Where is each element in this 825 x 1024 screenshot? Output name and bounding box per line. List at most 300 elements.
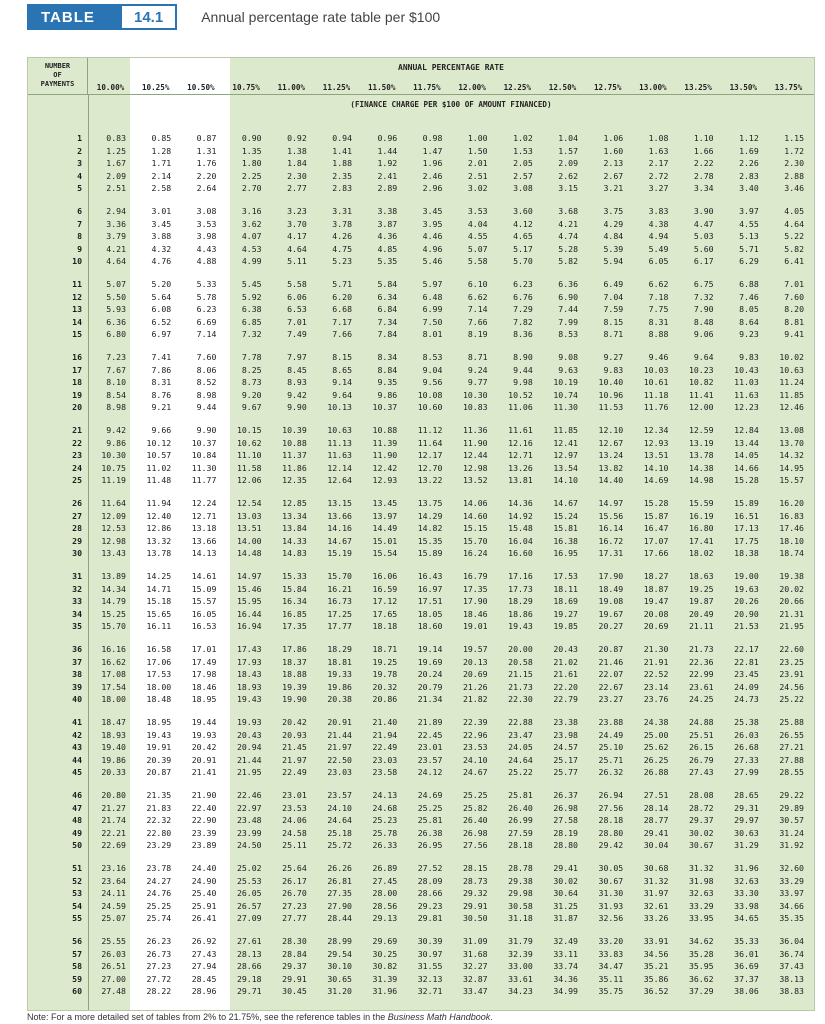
finance-charge-cell: 8.81	[784, 316, 804, 327]
finance-charge-cell: 29.37	[688, 815, 714, 826]
finance-charge-cell: 20.69	[643, 621, 669, 632]
finance-charge-cell: 18.46	[462, 608, 488, 619]
finance-charge-cell: 34.23	[508, 986, 533, 997]
finance-charge-cell: 26.23	[146, 936, 172, 946]
finance-charge-cell: 16.94	[236, 621, 262, 632]
table-row	[28, 462, 814, 474]
finance-charge-cell: 16.51	[734, 510, 759, 521]
finance-charge-cell: 14.34	[101, 583, 126, 594]
finance-charge-cell: 11.30	[191, 462, 217, 473]
finance-charge-cell: 1.15	[784, 133, 804, 143]
finance-charge-cell: 22.99	[688, 669, 714, 680]
finance-charge-cell: 35.95	[688, 961, 714, 972]
finance-charge-cell: 7.75	[648, 304, 669, 315]
finance-charge-cell: 5.94	[603, 256, 624, 267]
finance-charge-cell: 10.23	[688, 364, 714, 375]
finance-charge-cell: 19.47	[643, 596, 669, 607]
finance-charge-cell: 1.28	[151, 145, 172, 156]
finance-charge-cell: 34.47	[598, 961, 624, 972]
finance-charge-cell: 29.22	[779, 790, 804, 800]
table-row	[28, 985, 814, 997]
finance-charge-cell: 12.84	[734, 425, 759, 435]
finance-charge-cell: 34.66	[779, 900, 804, 911]
finance-charge-cell: 23.01	[417, 742, 443, 753]
finance-charge-cell: 32.27	[462, 961, 488, 972]
finance-charge-cell: 10.96	[598, 389, 624, 400]
finance-charge-cell: 3.38	[377, 206, 398, 216]
payment-count-cell: 60	[72, 986, 82, 997]
finance-charge-cell: 8.19	[467, 329, 488, 340]
finance-charge-cell: 10.84	[191, 450, 217, 461]
finance-charge-cell: 15.24	[553, 510, 578, 521]
finance-charge-cell: 21.02	[553, 656, 578, 667]
finance-charge-cell: 6.85	[241, 316, 262, 327]
finance-charge-cell: 7.67	[106, 364, 126, 375]
finance-charge-cell: 10.63	[327, 425, 352, 435]
finance-charge-cell: 25.53	[236, 875, 262, 886]
finance-charge-cell: 15.59	[688, 498, 714, 508]
finance-charge-cell: 34.99	[553, 986, 578, 997]
finance-charge-cell: 11.10	[236, 450, 262, 461]
finance-charge-cell: 5.23	[332, 256, 352, 267]
finance-charge-cell: 24.25	[688, 694, 714, 705]
finance-charge-cell: 4.36	[377, 231, 398, 242]
finance-charge-cell: 8.54	[106, 389, 126, 400]
finance-charge-cell: 6.29	[739, 256, 759, 267]
finance-charge-cell: 26.95	[417, 840, 443, 851]
table-row	[28, 716, 814, 728]
finance-charge-cell: 23.25	[779, 656, 804, 667]
finance-charge-cell: 21.90	[191, 790, 217, 800]
finance-charge-cell: 15.48	[508, 523, 533, 534]
finance-charge-cell: 2.51	[467, 170, 488, 181]
finance-charge-cell: 3.08	[513, 183, 533, 194]
finance-charge-cell: 20.39	[146, 754, 172, 765]
finance-charge-cell: 12.85	[282, 498, 307, 508]
finance-charge-cell: 7.14	[196, 329, 217, 340]
finance-charge-cell: 12.71	[508, 450, 533, 461]
finance-charge-cell: 2.51	[106, 183, 126, 194]
finance-charge-cell: 26.98	[553, 802, 578, 813]
finance-charge-cell: 9.44	[196, 402, 217, 413]
finance-charge-cell: 26.40	[508, 802, 533, 813]
finance-charge-cell: 30.67	[688, 840, 714, 851]
finance-charge-cell: 1.96	[422, 158, 443, 169]
finance-charge-cell: 24.10	[462, 754, 488, 765]
finance-charge-cell: 5.58	[467, 256, 488, 267]
finance-charge-cell: 2.17	[648, 158, 669, 169]
finance-charge-cell: 34.56	[643, 948, 669, 959]
payment-count-cell: 22	[72, 437, 82, 448]
finance-charge-cell: 33.83	[598, 948, 624, 959]
finance-charge-cell: 10.61	[643, 377, 669, 388]
finance-charge-cell: 6.84	[377, 304, 398, 315]
finance-charge-cell: 7.86	[151, 364, 172, 375]
finance-charge-cell: 5.71	[332, 279, 352, 289]
finance-charge-cell: 21.83	[146, 802, 172, 813]
finance-charge-cell: 30.45	[282, 986, 307, 997]
finance-charge-cell: 28.66	[236, 961, 262, 972]
finance-charge-cell: 5.71	[739, 243, 759, 254]
finance-charge-cell: 16.24	[462, 548, 488, 559]
finance-charge-cell: 12.67	[598, 437, 624, 448]
finance-charge-cell: 28.18	[508, 840, 533, 851]
finance-charge-cell: 31.93	[598, 900, 624, 911]
finance-charge-cell: 17.90	[462, 596, 488, 607]
finance-charge-cell: 14.10	[553, 475, 578, 486]
apr-table	[27, 57, 815, 1011]
finance-charge-cell: 3.46	[784, 183, 804, 194]
rate-header: 11.50%	[367, 83, 396, 92]
finance-charge-cell: 23.57	[417, 754, 443, 765]
finance-charge-cell: 14.82	[417, 523, 443, 534]
table-row	[28, 570, 814, 582]
finance-charge-cell: 5.20	[151, 279, 172, 289]
finance-charge-cell: 5.93	[106, 304, 126, 315]
finance-charge-cell: 15.54	[372, 548, 398, 559]
finance-charge-cell: 23.78	[146, 863, 172, 873]
finance-charge-cell: 16.62	[101, 656, 126, 667]
finance-charge-cell: 21.46	[598, 656, 624, 667]
finance-charge-cell: 30.63	[734, 827, 759, 838]
payment-count-cell: 46	[72, 790, 82, 800]
finance-charge-cell: 23.47	[508, 729, 533, 740]
finance-charge-cell: 23.03	[327, 767, 352, 778]
payment-count-cell: 41	[72, 717, 82, 727]
finance-charge-cell: 30.68	[643, 863, 669, 873]
finance-charge-cell: 4.75	[332, 243, 352, 254]
finance-charge-cell: 16.47	[643, 523, 669, 534]
finance-charge-cell: 8.71	[603, 329, 624, 340]
finance-charge-cell: 12.98	[462, 462, 488, 473]
finance-charge-cell: 9.64	[332, 389, 352, 400]
finance-charge-cell: 10.08	[417, 389, 443, 400]
finance-charge-cell: 6.68	[332, 304, 352, 315]
finance-charge-cell: 9.42	[106, 425, 126, 435]
finance-charge-cell: 11.02	[146, 462, 172, 473]
finance-charge-cell: 4.96	[422, 243, 443, 254]
finance-charge-cell: 15.56	[598, 510, 624, 521]
finance-charge-cell: 5.45	[241, 279, 262, 289]
finance-charge-cell: 18.05	[417, 608, 443, 619]
finance-charge-cell: 34.36	[553, 973, 578, 984]
finance-charge-cell: 10.39	[282, 425, 307, 435]
finance-charge-cell: 1.50	[467, 145, 488, 156]
finance-charge-cell: 21.31	[779, 608, 804, 619]
finance-charge-cell: 17.90	[598, 571, 624, 581]
finance-charge-cell: 12.14	[327, 462, 352, 473]
finance-charge-cell: 24.38	[643, 717, 669, 727]
finance-charge-cell: 6.34	[377, 291, 398, 302]
finance-charge-cell: 20.87	[146, 767, 172, 778]
finance-charge-cell: 1.66	[693, 145, 714, 156]
finance-charge-cell: 13.51	[236, 523, 262, 534]
payment-count-cell: 38	[72, 669, 82, 680]
finance-charge-cell: 13.54	[553, 462, 578, 473]
table-row	[28, 620, 814, 632]
finance-charge-cell: 30.02	[553, 875, 578, 886]
finance-charge-cell: 4.21	[558, 218, 578, 229]
payment-count-cell: 13	[72, 304, 82, 315]
finance-charge-cell: 2.13	[603, 158, 624, 169]
table-row	[28, 766, 814, 778]
finance-charge-cell: 14.79	[101, 596, 126, 607]
finance-charge-cell: 16.38	[553, 535, 578, 546]
finance-charge-cell: 28.45	[191, 973, 217, 984]
finance-charge-cell: 8.20	[784, 304, 804, 315]
finance-charge-cell: 13.89	[101, 571, 126, 581]
finance-charge-cell: 6.90	[558, 291, 578, 302]
finance-charge-cell: 22.21	[101, 827, 126, 838]
finance-charge-cell: 18.02	[688, 548, 714, 559]
finance-charge-cell: 7.84	[377, 329, 398, 340]
finance-charge-cell: 16.97	[417, 583, 443, 594]
finance-charge-cell: 9.90	[196, 425, 217, 435]
finance-charge-cell: 20.58	[508, 656, 533, 667]
finance-charge-cell: 17.01	[191, 644, 217, 654]
finance-charge-cell: 16.21	[327, 583, 352, 594]
table-row	[28, 973, 814, 985]
finance-charge-cell: 7.59	[603, 304, 624, 315]
finance-charge-cell: 10.02	[779, 352, 804, 362]
finance-charge-cell: 4.17	[287, 231, 307, 242]
finance-charge-cell: 9.04	[422, 364, 443, 375]
finance-charge-cell: 15.46	[236, 583, 262, 594]
finance-charge-cell: 30.39	[417, 936, 443, 946]
finance-charge-cell: 4.64	[287, 243, 307, 254]
finance-charge-cell: 20.66	[779, 596, 804, 607]
finance-charge-cell: 21.11	[688, 621, 714, 632]
finance-charge-cell: 3.21	[603, 183, 624, 194]
finance-charge-cell: 14.00	[236, 535, 262, 546]
payment-count-cell: 9	[77, 243, 82, 254]
finance-charge-cell: 15.09	[191, 583, 217, 594]
finance-charge-cell: 18.10	[779, 535, 804, 546]
finance-charge-cell: 6.20	[332, 291, 352, 302]
finance-charge-cell: 6.10	[467, 279, 488, 289]
finance-charge-cell: 1.41	[332, 145, 352, 156]
finance-charge-cell: 9.66	[151, 425, 172, 435]
finance-charge-cell: 8.31	[648, 316, 669, 327]
finance-charge-cell: 17.13	[734, 523, 759, 534]
finance-charge-cell: 36.52	[643, 986, 669, 997]
finance-charge-cell: 31.97	[643, 888, 669, 899]
table-row	[28, 583, 814, 595]
finance-charge-cell: 6.49	[603, 279, 624, 289]
finance-charge-cell: 19.14	[417, 644, 443, 654]
finance-charge-cell: 18.93	[236, 681, 262, 692]
finance-charge-cell: 26.70	[282, 888, 307, 899]
finance-charge-cell: 9.20	[241, 389, 262, 400]
finance-charge-cell: 23.48	[236, 815, 262, 826]
finance-charge-cell: 8.84	[377, 364, 398, 375]
finance-charge-cell: 31.32	[643, 875, 669, 886]
finance-charge-cell: 22.49	[282, 767, 307, 778]
finance-charge-cell: 13.24	[598, 450, 624, 461]
table-row	[28, 547, 814, 559]
finance-charge-cell: 22.90	[191, 815, 217, 826]
finance-charge-cell: 28.80	[553, 840, 578, 851]
finance-charge-cell: 14.49	[372, 523, 398, 534]
finance-charge-cell: 15.57	[779, 475, 804, 486]
finance-charge-cell: 1.60	[603, 145, 624, 156]
finance-charge-cell: 3.15	[558, 183, 578, 194]
table-row	[28, 643, 814, 655]
finance-charge-cell: 4.04	[467, 218, 488, 229]
table-row	[28, 802, 814, 814]
finance-charge-cell: 13.97	[372, 510, 398, 521]
finance-charge-cell: 20.79	[417, 681, 443, 692]
finance-charge-cell: 4.64	[784, 218, 804, 229]
finance-charge-cell: 0.90	[241, 133, 262, 143]
finance-charge-cell: 28.73	[462, 875, 488, 886]
finance-charge-cell: 21.15	[508, 669, 533, 680]
finance-charge-cell: 6.06	[287, 291, 307, 302]
finance-charge-cell: 24.50	[236, 840, 262, 851]
finance-charge-cell: 17.98	[191, 669, 217, 680]
finance-charge-cell: 16.06	[372, 571, 398, 581]
finance-charge-cell: 7.99	[558, 316, 578, 327]
finance-charge-cell: 19.43	[236, 694, 262, 705]
finance-charge-cell: 13.81	[508, 475, 533, 486]
finance-charge-cell: 4.76	[151, 256, 172, 267]
finance-charge-cell: 27.43	[191, 948, 217, 959]
finance-charge-cell: 21.82	[462, 694, 488, 705]
finance-charge-cell: 3.60	[513, 206, 533, 216]
table-row	[28, 912, 814, 924]
finance-charge-cell: 13.08	[779, 425, 804, 435]
finance-charge-cell: 35.21	[643, 961, 669, 972]
finance-charge-cell: 19.69	[417, 656, 443, 667]
finance-charge-cell: 31.68	[462, 948, 488, 959]
finance-charge-cell: 5.49	[648, 243, 669, 254]
finance-charge-cell: 15.89	[417, 548, 443, 559]
finance-charge-cell: 9.77	[467, 377, 488, 388]
finance-charge-cell: 25.02	[236, 863, 262, 873]
finance-charge-cell: 12.42	[372, 462, 398, 473]
finance-charge-cell: 15.25	[101, 608, 126, 619]
finance-charge-cell: 16.11	[146, 621, 172, 632]
finance-charge-cell: 16.83	[779, 510, 804, 521]
finance-charge-cell: 7.97	[287, 352, 307, 362]
table-row	[28, 364, 814, 376]
finance-charge-cell: 7.90	[693, 304, 714, 315]
finance-charge-cell: 8.71	[467, 352, 488, 362]
finance-charge-cell: 2.01	[467, 158, 488, 169]
finance-charge-cell: 27.77	[282, 913, 307, 924]
finance-charge-cell: 26.98	[462, 827, 488, 838]
finance-charge-cell: 12.54	[236, 498, 262, 508]
finance-charge-cell: 5.82	[558, 256, 578, 267]
finance-charge-cell: 10.82	[688, 377, 714, 388]
finance-charge-cell: 6.05	[648, 256, 669, 267]
finance-charge-cell: 23.38	[553, 717, 578, 727]
finance-charge-cell: 6.62	[467, 291, 488, 302]
finance-charge-cell: 17.77	[327, 621, 352, 632]
finance-charge-cell: 14.40	[598, 475, 624, 486]
finance-charge-cell: 2.30	[784, 158, 804, 169]
finance-charge-cell: 3.02	[467, 183, 488, 194]
finance-charge-cell: 29.32	[462, 888, 488, 899]
rate-header: 10.00%	[96, 83, 125, 92]
finance-charge-cell: 2.83	[332, 183, 352, 194]
finance-charge-cell: 29.42	[598, 840, 624, 851]
finance-charge-cell: 22.40	[191, 802, 217, 813]
payment-count-cell: 27	[72, 510, 82, 521]
finance-charge-cell: 20.02	[779, 583, 804, 594]
table-row	[28, 291, 814, 303]
finance-charge-cell: 14.61	[191, 571, 217, 581]
finance-charge-cell: 10.83	[462, 402, 488, 413]
finance-charge-cell: 9.08	[558, 352, 578, 362]
finance-charge-cell: 9.35	[377, 377, 398, 388]
table-row	[28, 157, 814, 169]
finance-charge-cell: 24.11	[101, 888, 126, 899]
finance-charge-cell: 13.52	[462, 475, 488, 486]
finance-charge-cell: 19.43	[508, 621, 533, 632]
finance-charge-cell: 26.73	[146, 948, 172, 959]
finance-charge-cell: 14.97	[598, 498, 624, 508]
finance-charge-cell: 17.66	[643, 548, 669, 559]
finance-charge-cell: 28.99	[327, 936, 352, 946]
finance-charge-cell: 27.35	[327, 888, 352, 899]
finance-charge-cell: 29.41	[553, 863, 578, 873]
finance-charge-cell: 25.72	[327, 840, 352, 851]
finance-charge-cell: 9.98	[513, 377, 533, 388]
finance-charge-cell: 8.25	[241, 364, 262, 375]
finance-charge-cell: 17.65	[372, 608, 398, 619]
finance-charge-cell: 25.40	[191, 888, 217, 899]
rate-header: 10.75%	[232, 83, 260, 92]
finance-charge-cell: 6.97	[151, 329, 172, 340]
finance-charge-cell: 24.90	[191, 875, 217, 886]
finance-charge-cell: 22.88	[508, 717, 533, 727]
finance-charge-cell: 1.12	[739, 133, 759, 143]
table-row	[28, 205, 814, 217]
finance-charge-cell: 16.43	[417, 571, 443, 581]
finance-charge-cell: 18.43	[236, 669, 262, 680]
finance-charge-cell: 5.82	[784, 243, 804, 254]
finance-charge-cell: 35.35	[779, 913, 804, 924]
finance-charge-cell: 11.24	[779, 377, 804, 388]
finance-charge-cell: 13.34	[282, 510, 307, 521]
finance-charge-cell: 9.14	[332, 377, 352, 388]
finance-charge-cell: 7.41	[151, 352, 172, 362]
finance-charge-cell: 1.06	[603, 133, 624, 143]
finance-charge-cell: 28.80	[598, 827, 624, 838]
finance-charge-cell: 25.64	[282, 863, 307, 873]
finance-charge-cell: 10.15	[236, 425, 262, 435]
finance-charge-cell: 14.29	[417, 510, 443, 521]
finance-charge-cell: 24.57	[553, 742, 578, 753]
finance-charge-cell: 33.11	[553, 948, 578, 959]
finance-charge-cell: 9.90	[287, 402, 307, 413]
finance-charge-cell: 23.01	[282, 790, 307, 800]
finance-charge-cell: 20.27	[598, 621, 624, 632]
finance-charge-cell: 25.17	[553, 754, 578, 765]
finance-charge-cell: 2.05	[513, 158, 533, 169]
finance-charge-cell: 30.67	[598, 875, 624, 886]
finance-charge-cell: 33.26	[643, 913, 669, 924]
finance-charge-cell: 33.98	[734, 900, 759, 911]
finance-charge-cell: 18.29	[327, 644, 352, 654]
finance-charge-cell: 15.35	[417, 535, 443, 546]
table-row	[28, 608, 814, 620]
finance-charge-cell: 9.46	[648, 352, 669, 362]
finance-charge-cell: 1.92	[377, 158, 398, 169]
finance-charge-cell: 25.82	[462, 802, 488, 813]
finance-charge-cell: 37.37	[734, 973, 759, 984]
